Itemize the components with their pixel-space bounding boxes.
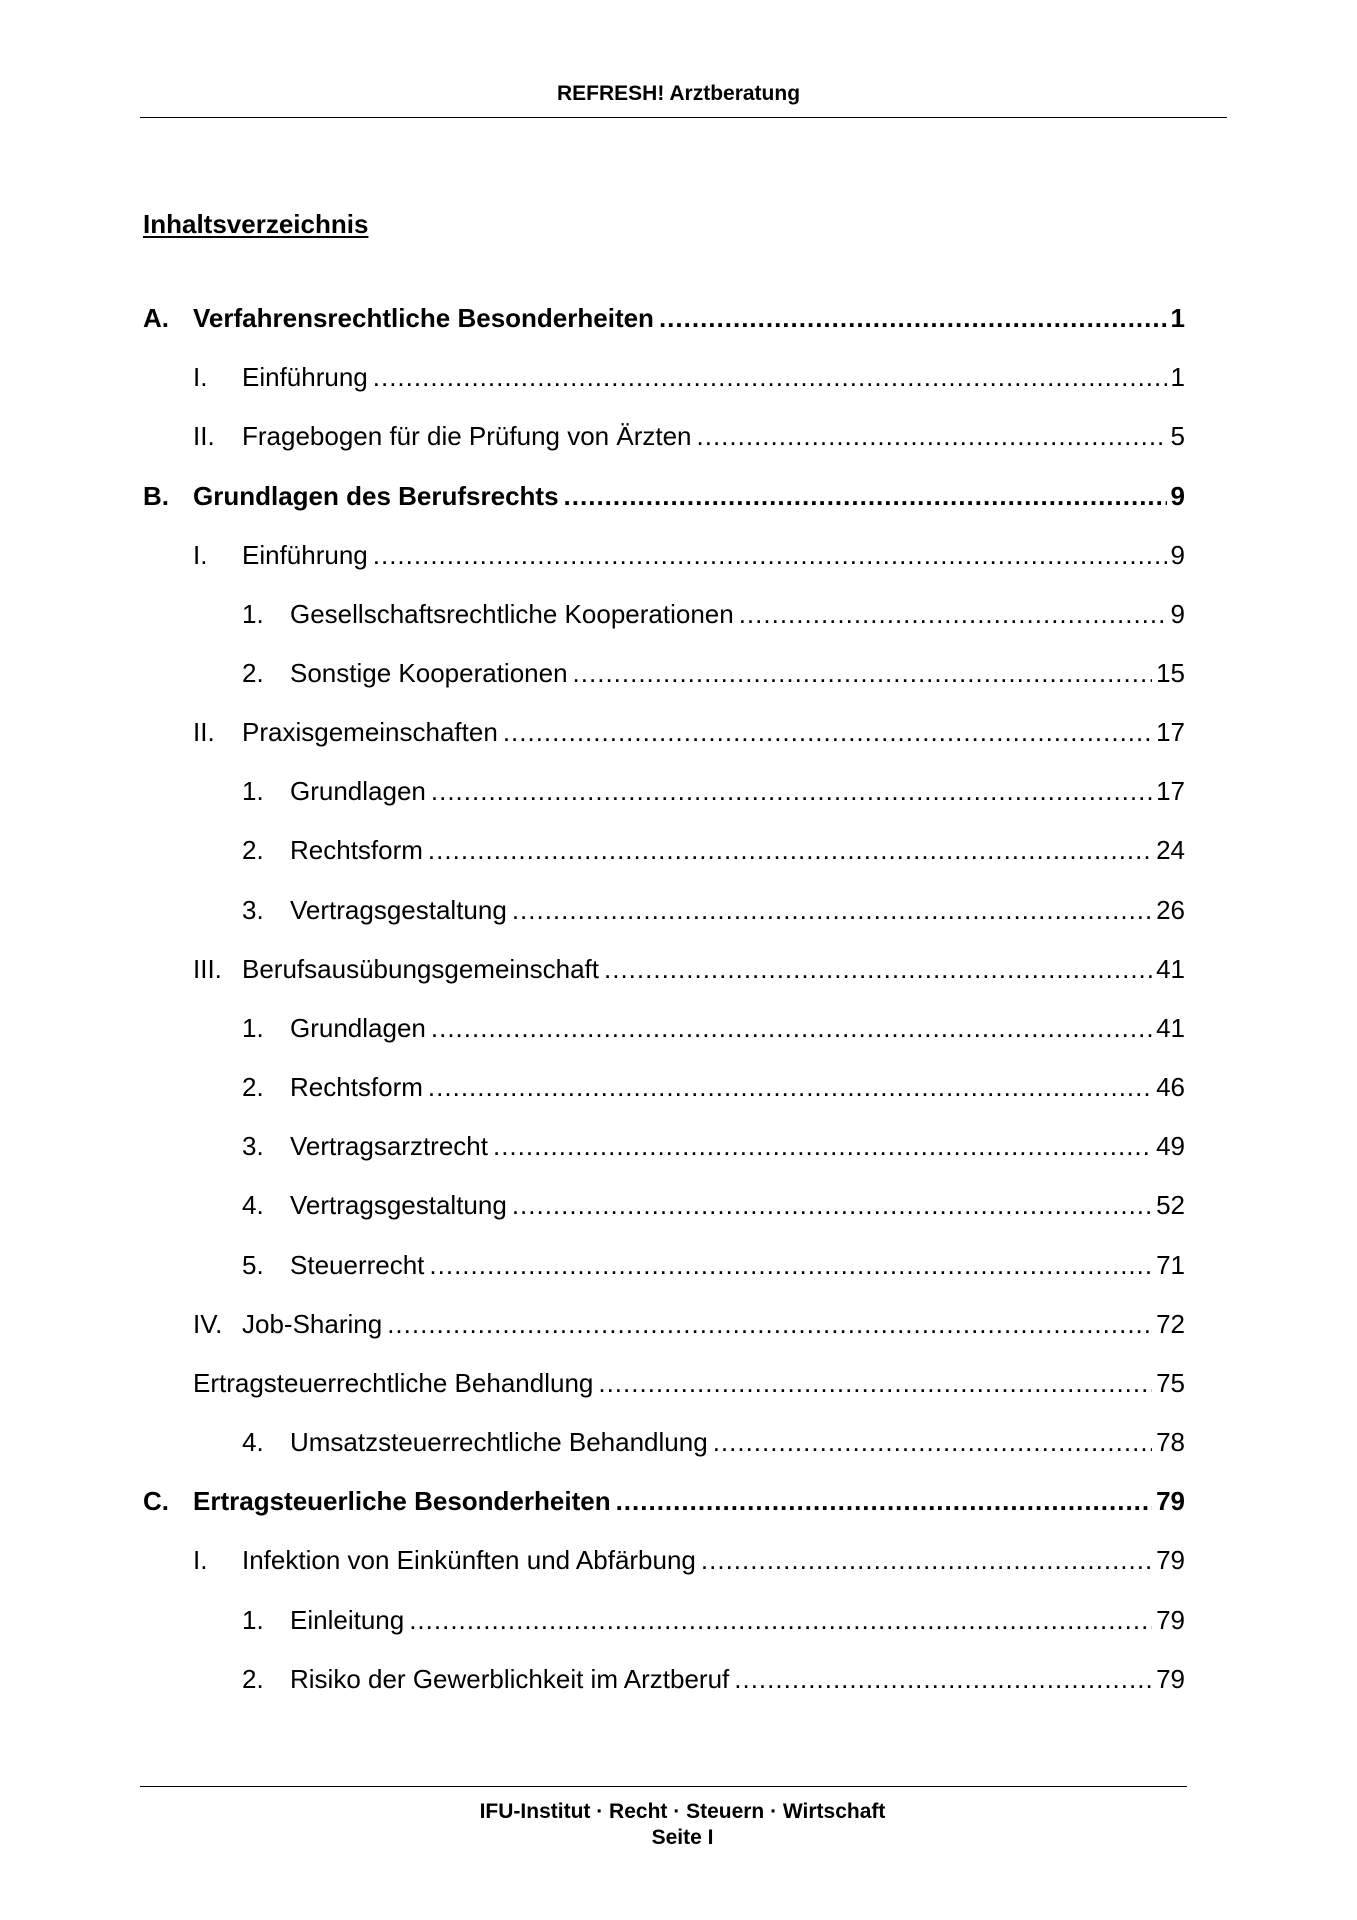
toc-dot-leader <box>373 540 1167 571</box>
toc-entry-title: Berufsausübungsgemeinschaft <box>242 954 600 984</box>
toc-entry-page: 71 <box>1156 1250 1185 1280</box>
toc-entry[interactable] <box>0 1250 1357 1290</box>
toc-entry-title: Einleitung <box>290 1605 405 1635</box>
toc-entry[interactable] <box>0 954 1357 994</box>
toc-dot-leader <box>564 481 1167 512</box>
toc-entry-title: Einführung <box>242 540 368 570</box>
toc-entry-line <box>290 599 1185 630</box>
toc-entry[interactable] <box>0 1190 1357 1230</box>
toc-entry-line <box>290 1190 1185 1221</box>
toc-entry[interactable] <box>0 481 1357 521</box>
toc-entry-number: 4. <box>242 1190 264 1220</box>
toc-entry-line <box>290 658 1185 689</box>
toc-entry-number: II. <box>193 717 215 747</box>
toc-entry-line <box>242 717 1185 748</box>
toc-entry-page: 24 <box>1156 835 1185 865</box>
toc-entry-page: 9 <box>1170 481 1185 511</box>
toc-entry-title: Rechtsform <box>290 1072 423 1102</box>
toc-entry-page: 75 <box>1156 1368 1185 1398</box>
toc-dot-leader <box>573 658 1153 689</box>
toc-entry-line <box>193 481 1185 512</box>
toc-entry-page: 15 <box>1156 658 1185 688</box>
toc-entry-number: 1. <box>242 776 264 806</box>
toc-dot-leader <box>734 1664 1152 1695</box>
toc-entry-page: 9 <box>1170 599 1185 629</box>
toc-entry-title: Infektion von Einkünften und Abfärbung <box>242 1545 696 1575</box>
toc-entry-page: 17 <box>1156 776 1185 806</box>
toc-entry-title: Vertragsgestaltung <box>290 895 507 925</box>
toc-entry-page: 1 <box>1170 303 1185 333</box>
toc-entry-title: Grundlagen <box>290 1013 426 1043</box>
toc-entry-number: 5. <box>242 1250 264 1280</box>
toc-entry[interactable] <box>0 835 1357 875</box>
toc-entry-title: Gesellschaftsrechtliche Kooperationen <box>290 599 734 629</box>
toc-entry-page: 79 <box>1156 1486 1185 1516</box>
toc-entry[interactable] <box>0 303 1357 343</box>
toc-entry[interactable] <box>0 1131 1357 1171</box>
toc-entry-title: Job-Sharing <box>242 1309 383 1339</box>
toc-dot-leader <box>428 1072 1152 1103</box>
toc-entry-line <box>290 895 1185 926</box>
toc-dot-leader <box>431 776 1152 807</box>
toc-entry-number: 2. <box>242 1072 264 1102</box>
toc-entry-page: 17 <box>1156 717 1185 747</box>
toc-entry-number: I. <box>193 1545 208 1575</box>
toc-entry-line <box>242 954 1185 985</box>
toc-entry-number: 1. <box>242 1605 264 1635</box>
toc-entry[interactable] <box>0 1072 1357 1112</box>
toc-entry-line <box>193 303 1185 334</box>
toc-entry[interactable] <box>0 1368 1357 1408</box>
toc-dot-leader <box>598 1368 1152 1399</box>
toc-entry-number: A. <box>143 303 169 333</box>
toc-entry-line <box>290 1013 1185 1044</box>
toc-entry-line <box>290 835 1185 866</box>
toc-entry[interactable] <box>0 1545 1357 1585</box>
toc-entry-page: 1 <box>1170 362 1185 392</box>
toc-dot-leader <box>512 895 1152 926</box>
toc-entry-number: II. <box>193 421 215 451</box>
toc-entry[interactable] <box>0 421 1357 461</box>
toc-dot-leader <box>616 1486 1153 1517</box>
toc-entry-page: 26 <box>1156 895 1185 925</box>
footer-institute: IFU-Institut · Recht · Steuern · Wirtschaft <box>479 1800 886 1823</box>
toc-entry-title: Verfahrensrechtliche Besonderheiten <box>193 303 654 333</box>
toc-entry[interactable] <box>0 1605 1357 1645</box>
toc-entry-page: 5 <box>1170 421 1185 451</box>
toc-dot-leader <box>739 599 1167 630</box>
header-divider <box>140 117 1227 118</box>
toc-dot-leader <box>713 1427 1152 1458</box>
running-header: REFRESH! Arztberatung <box>556 82 801 105</box>
toc-heading: Inhaltsverzeichnis <box>143 209 369 239</box>
toc-entry-title: Steuerrecht <box>290 1250 425 1280</box>
toc-entry-number: 3. <box>242 895 264 925</box>
toc-entry-line <box>193 1486 1185 1517</box>
toc-entry[interactable] <box>0 895 1357 935</box>
toc-entry-title: Grundlagen des Berufsrechts <box>193 481 559 511</box>
toc-entry-title: Sonstige Kooperationen <box>290 658 568 688</box>
toc-entry-number: 2. <box>242 658 264 688</box>
toc-entry-title: Einführung <box>242 362 368 392</box>
toc-entry[interactable] <box>0 1486 1357 1526</box>
toc-entry-title: Ertragsteuerrechtliche Behandlung <box>193 1368 594 1398</box>
toc-entry-line <box>290 1072 1185 1103</box>
toc-dot-leader <box>659 303 1167 334</box>
toc-entry-line <box>290 1131 1185 1162</box>
toc-entry-line <box>290 1605 1185 1636</box>
toc-dot-leader <box>409 1605 1152 1636</box>
toc-entry-title: Rechtsform <box>290 835 423 865</box>
toc-entry-page: 46 <box>1156 1072 1185 1102</box>
toc-entry-page: 78 <box>1156 1427 1185 1457</box>
toc-entry[interactable] <box>0 540 1357 580</box>
toc-dot-leader <box>431 1013 1152 1044</box>
toc-entry-number: 2. <box>242 835 264 865</box>
toc-entry[interactable] <box>0 717 1357 757</box>
toc-entry-line <box>242 540 1185 571</box>
toc-dot-leader <box>604 954 1152 985</box>
toc-entry-number: III. <box>193 954 222 984</box>
toc-entry-title: Ertragsteuerliche Besonderheiten <box>193 1486 611 1516</box>
toc-entry-line <box>290 1427 1185 1458</box>
toc-entry-title: Risiko der Gewerblichkeit im Arztberuf <box>290 1664 730 1694</box>
toc-entry[interactable] <box>0 1309 1357 1349</box>
toc-entry-line <box>193 1368 1185 1399</box>
toc-entry-number: 3. <box>242 1131 264 1161</box>
toc-entry-number: 1. <box>242 1013 264 1043</box>
toc-entry-number: 2. <box>242 1664 264 1694</box>
toc-entry-page: 79 <box>1156 1664 1185 1694</box>
toc-entry-page: 41 <box>1156 954 1185 984</box>
toc-dot-leader <box>373 362 1167 393</box>
toc-dot-leader <box>428 835 1152 866</box>
footer-divider <box>140 1786 1187 1787</box>
toc-entry-line <box>290 1664 1185 1695</box>
toc-entry[interactable] <box>0 1664 1357 1704</box>
toc-entry-number: I. <box>193 362 208 392</box>
toc-entry-page: 41 <box>1156 1013 1185 1043</box>
toc-entry-number: 1. <box>242 599 264 629</box>
toc-dot-leader <box>503 717 1152 748</box>
toc-entry-page: 9 <box>1170 540 1185 570</box>
toc-entry-title: Grundlagen <box>290 776 426 806</box>
toc-entry-page: 79 <box>1156 1545 1185 1575</box>
toc-entry[interactable] <box>0 658 1357 698</box>
toc-entry-page: 72 <box>1156 1309 1185 1339</box>
toc-entry[interactable] <box>0 776 1357 816</box>
toc-entry[interactable] <box>0 362 1357 402</box>
toc-entry-number: B. <box>143 481 169 511</box>
toc-entry-line <box>290 776 1185 807</box>
toc-dot-leader <box>512 1190 1152 1221</box>
toc-dot-leader <box>493 1131 1152 1162</box>
toc-entry-title: Umsatzsteuerrechtliche Behandlung <box>290 1427 708 1457</box>
toc-dot-leader <box>701 1545 1152 1576</box>
toc-entry-line <box>242 1545 1185 1576</box>
toc-entry-number: 4. <box>242 1427 264 1457</box>
toc-entry-line <box>242 362 1185 393</box>
toc-entry-number: C. <box>143 1486 169 1516</box>
toc-dot-leader <box>697 421 1167 452</box>
toc-entry-page: 49 <box>1156 1131 1185 1161</box>
toc-entry-line <box>290 1250 1185 1281</box>
toc-entry-title: Praxisgemeinschaften <box>242 717 498 747</box>
toc-entry-title: Fragebogen für die Prüfung von Ärzten <box>242 421 692 451</box>
toc-entry-line <box>242 1309 1185 1340</box>
toc-dot-leader <box>387 1309 1152 1340</box>
toc-entry[interactable] <box>0 599 1357 639</box>
toc-entry[interactable] <box>0 1013 1357 1053</box>
toc-entry-number: I. <box>193 540 208 570</box>
toc-entry-line <box>242 421 1185 452</box>
toc-dot-leader <box>429 1250 1152 1281</box>
toc-entry-page: 79 <box>1156 1605 1185 1635</box>
toc-entry-page: 52 <box>1156 1190 1185 1220</box>
toc-entry[interactable] <box>0 1427 1357 1467</box>
toc-entry-title: Vertragsgestaltung <box>290 1190 507 1220</box>
footer-page-number: Seite I <box>651 1826 714 1849</box>
toc-entry-number: IV. <box>193 1309 223 1339</box>
toc-entry-title: Vertragsarztrecht <box>290 1131 488 1161</box>
